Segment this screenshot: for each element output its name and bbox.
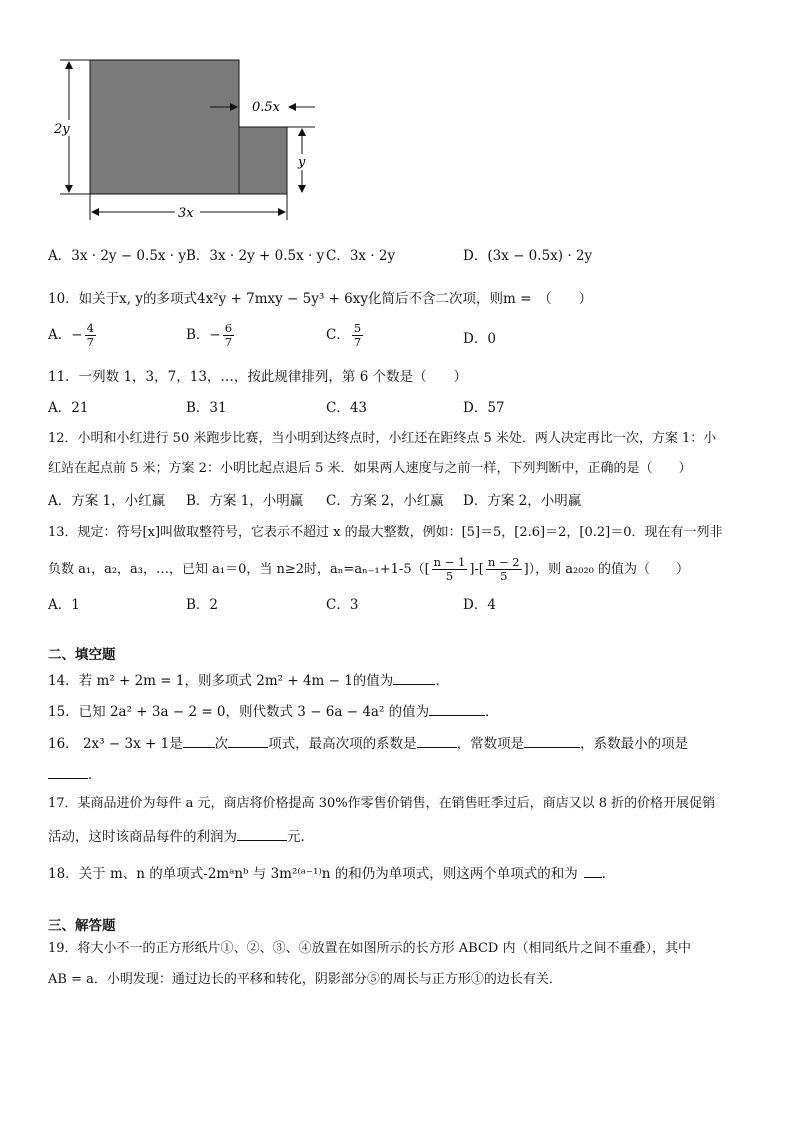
q10-option-b[interactable] <box>186 322 236 349</box>
q13-fraction-2 <box>486 556 522 583</box>
q12-stem-line1: 12．小明和小红进行 50 米跑步比赛，当小明到达终点时，小红还在距终点 5 米处．两人决定再比一次，方案 1：小 <box>48 431 717 446</box>
q14-answer-blank[interactable] <box>393 670 435 685</box>
q15-text: 15．已知 2a² + 3a − 2 = 0，则代数式 3 − 6a − 4a² 的值为 <box>48 704 430 720</box>
q10-b-den: 7 <box>224 335 233 349</box>
q19-circle-1: ① <box>220 941 234 956</box>
q13-stem-part-a: 负数 a₁，a₂，a₃，…，已知 a₁＝0，当 n≥2时，aₙ=aₙ₋₁+1-5（[ <box>48 562 430 577</box>
q13-stem-mid: ]-[ <box>469 562 484 577</box>
q10-b-fraction <box>223 322 234 349</box>
q9-option-d[interactable]: D．(3x − 0.5x) · 2y <box>463 248 593 264</box>
q12-option-a[interactable]: A．方案 1，小红赢 <box>48 493 166 509</box>
q10-c-num: 5 <box>353 321 362 335</box>
q16-line1 <box>48 733 688 753</box>
q16-part4: ，常数项是 <box>456 736 525 752</box>
shaded-shape <box>90 60 287 194</box>
q14-text: 14．若 m² + 2m = 1，则多项式 2m² + 4m − 1的值为 <box>48 673 394 689</box>
q19-text-b: 放置在如图所示的长方形 ABCD 内（相同纸片之间不重叠），其中 <box>311 941 691 956</box>
q10-c-den: 7 <box>353 335 362 349</box>
q16-blank-min-term[interactable] <box>48 764 88 779</box>
q18-answer-blank[interactable] <box>584 863 602 878</box>
q12-option-b[interactable]: B．方案 1，小明赢 <box>186 493 304 509</box>
q10-a-fraction <box>85 322 96 349</box>
q11-option-c[interactable]: C．43 <box>326 400 368 416</box>
q19-line2 <box>48 971 562 989</box>
q16-part5: ，系数最小的项是 <box>580 736 689 752</box>
q13-f1-num: n − 1 <box>433 555 466 569</box>
q16-part1: 16． 2x³ − 3x + 1是 <box>48 736 183 752</box>
label-y: y <box>298 155 306 170</box>
q16-part2: 次 <box>214 736 229 752</box>
q13-f1-den: 5 <box>445 569 454 583</box>
q17-line1: 17．某商品进价为每件 a 元，商店将价格提高 30%作零售价销售，在销售旺季过后，商店又以 8 折的价格开展促销 <box>48 796 716 811</box>
q17-end: 元． <box>287 829 314 845</box>
q16-blank-terms[interactable] <box>228 733 268 748</box>
q19-text-e: 的边长有关． <box>483 972 562 987</box>
q12-option-c[interactable]: C．方案 2，小红赢 <box>326 493 444 509</box>
q16-line2 <box>48 764 102 784</box>
q17-answer-blank[interactable] <box>237 826 287 841</box>
q11-option-d[interactable]: D．57 <box>463 400 505 416</box>
q10-option-c[interactable] <box>326 322 365 349</box>
q16-part6: ． <box>88 767 102 783</box>
q13-option-c[interactable]: C．3 <box>326 597 359 613</box>
q17-text: 活动，这时该商品每件的利润为 <box>48 829 237 845</box>
q10-option-a[interactable] <box>48 322 98 349</box>
q16-part3: 项式，最高次项的系数是 <box>268 736 417 752</box>
q19-circle-1b: ① <box>470 972 484 987</box>
q19-line1: 19．将大小不一的正方形纸片①、②、③、④放置在如图所示的长方形 ABCD 内（相同纸片之间不重叠），其中 <box>48 941 691 956</box>
q13-stem-part-b: ]），则 a₂₀₂₀ 的值为（ ） <box>523 562 689 577</box>
q15-end: ． <box>485 704 499 720</box>
q11-option-b[interactable]: B．31 <box>186 400 227 416</box>
q14-end: ． <box>435 673 449 689</box>
q19-circle-5: ⑤ <box>366 972 380 987</box>
q10-b-prefix: B．− <box>186 327 221 343</box>
q10-a-den: 7 <box>86 335 94 349</box>
label-05x: 0.5x <box>252 100 281 115</box>
q11-option-a[interactable]: A．21 <box>48 400 89 416</box>
q13-stem-line1: 13．规定：符号[x]叫做取整符号，它表示不超过 x 的最大整数，例如：[5]＝5，[2.6]＝2，[0.2]＝0．现在有一列非 <box>48 525 723 540</box>
q19-text-a: 19．将大小不一的正方形纸片 <box>48 941 221 956</box>
q13-f2-den: 5 <box>500 569 508 583</box>
q9-option-b[interactable]: B．3x · 2y + 0.5x · y <box>186 248 325 264</box>
q19-circle-3: ③ <box>272 941 286 956</box>
q10-c-prefix: C． <box>326 327 350 343</box>
q16-blank-degree[interactable] <box>183 733 215 748</box>
q12-stem-line2: 红站在起点前 5 米；方案 2：小明比起点退后 5 米．如果两人速度与之前一样，下列判断中，正确的是（ ） <box>48 461 692 476</box>
q9-option-c[interactable]: C．3x · 2y <box>326 248 396 264</box>
q15 <box>48 701 499 721</box>
q13-stem-line2 <box>48 556 689 583</box>
q19-circle-4: ④ <box>298 941 312 956</box>
q11-stem: 11．一列数 1，3，7，13，…，按此规律排列，第 6 个数是（ ） <box>48 369 468 385</box>
q13-fraction-1 <box>432 556 468 583</box>
q10-option-d[interactable]: D．0 <box>463 331 496 347</box>
q10-a-prefix: A．− <box>48 327 83 343</box>
label-3x: 3x <box>178 206 194 221</box>
q19-text-d: 的周长与正方形 <box>379 972 471 987</box>
q13-f2-num: n − 2 <box>487 555 520 569</box>
geometry-figure <box>40 50 340 225</box>
q17-line2 <box>48 826 314 846</box>
q10-c-fraction <box>352 322 363 349</box>
q10-b-num: 6 <box>224 321 233 335</box>
q13-option-a[interactable]: A．1 <box>48 597 80 613</box>
section-solve-heading: 三、解答题 <box>48 918 116 934</box>
q9-option-a[interactable]: A．3x · 2y − 0.5x · y <box>48 248 187 264</box>
q10-stem: 10．如关于x, y的多项式4x²y + 7mxy − 5y³ + 6xy化简后不含二次项，则m = （ ） <box>48 291 593 307</box>
q19-circle-2: ② <box>246 941 260 956</box>
q10-a-num: 4 <box>86 321 94 335</box>
label-2y: 2y <box>54 122 70 137</box>
q15-answer-blank[interactable] <box>429 701 485 716</box>
q12-option-d[interactable]: D．方案 2，小明赢 <box>463 493 582 509</box>
q18-end: ． <box>601 866 616 882</box>
q18 <box>48 863 615 883</box>
q14 <box>48 670 449 690</box>
q19-text-c: AB = a．小明发现：通过边长的平移和转化，阴影部分 <box>48 972 367 987</box>
q13-option-d[interactable]: D．4 <box>463 597 496 613</box>
q16-blank-coefficient[interactable] <box>417 733 457 748</box>
q18-text: 18．关于 m、n 的单项式-2mᵃnᵇ 与 3m²⁽ᵃ⁻¹⁾n 的和仍为单项式，则这两个单项式的和为 <box>48 866 578 882</box>
section-fill-in-heading: 二、填空题 <box>48 647 116 663</box>
q16-blank-constant[interactable] <box>524 733 580 748</box>
q13-option-b[interactable]: B．2 <box>186 597 219 613</box>
